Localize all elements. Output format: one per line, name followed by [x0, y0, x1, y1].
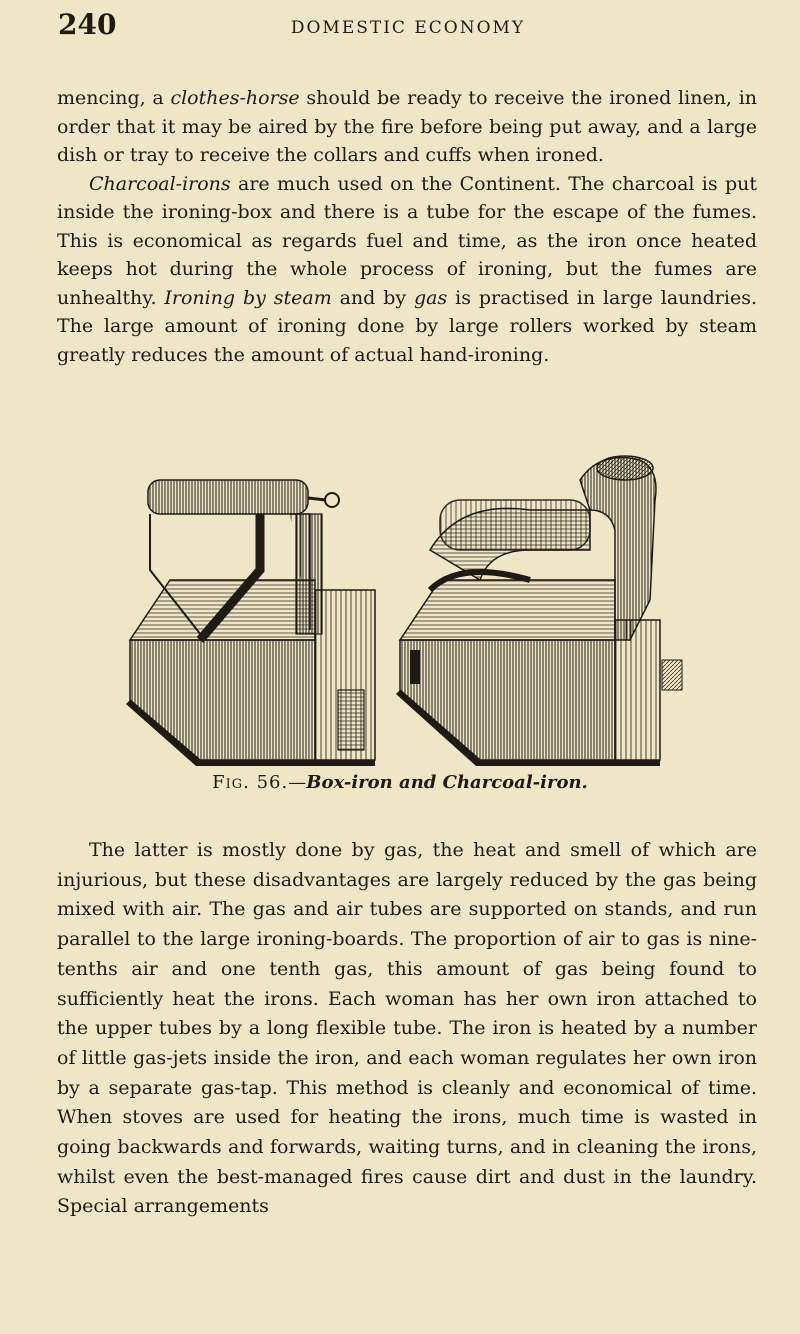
text-block-bottom	[57, 836, 757, 1222]
page-header	[58, 8, 758, 48]
page-number: 240	[58, 8, 117, 41]
running-head: DOMESTIC ECONOMY	[290, 18, 526, 38]
paragraph	[57, 836, 757, 1222]
caption-dash: —	[288, 772, 307, 793]
italic-term: Charcoal-irons	[89, 172, 231, 195]
text-run: is practised in large laundries. The large amount of ironing done by large rollers worked by steam greatly reduces the amount of actual hand-ironing.	[57, 286, 757, 366]
italic-term: clothes-horse	[170, 87, 300, 109]
text-run: should be ready to receive the ironed linen, in order that it may be aired by the fire before being put away, and a large dish or tray to receive the collars and cuffs when ironed.	[57, 87, 758, 166]
italic-term: Ironing by steam	[164, 286, 332, 309]
paragraph	[57, 84, 757, 170]
charcoal-iron-drawing	[396, 456, 682, 766]
paragraph	[57, 170, 757, 370]
irons-engraving	[110, 440, 700, 770]
figure-caption	[0, 772, 800, 793]
text-run: are much used on the Continent. The charcoal is put inside the ironing-box and there is a tube for the escape of the fumes. This is economical as regards fuel and time, as the iron once heated keeps hot during the whole process of ironing, but the fumes are unhealthy.	[57, 172, 757, 309]
text-run: mencing, a	[57, 87, 171, 109]
box-iron-drawing	[126, 480, 375, 766]
figure-label: Fig. 56.	[212, 772, 289, 793]
text-run: The latter is mostly done by gas, the heat and smell of which are injurious, but these disadvantages are largely reduced by the gas being mixed with air. The gas and air tubes are supported on stands, and run parallel to the large ironing-boards. The proportion of air to gas is nine-tenths air and one tenth gas, this amount of gas being found to sufficiently heat the irons. Each woman has her own iron attached to the upper tubes by a long flexible tube. The iron is heated by a number of little gas-jets inside the iron, and each woman regulates her own iron by a separate gas-tap. This method is cleanly and economical of time. When stoves are used for heating the irons, much time is wasted in going backwards and forwards, waiting turns, and in cleaning the irons, whilst even the best-managed fires cause dirt and dust in the laundry. Special arrangements	[57, 839, 757, 1218]
text-block-top	[57, 84, 757, 369]
text-run: and by	[331, 286, 414, 309]
italic-term: gas	[414, 286, 448, 309]
figure-illustration	[110, 440, 700, 770]
figure-title: Box-iron and Charcoal-iron.	[306, 772, 588, 793]
